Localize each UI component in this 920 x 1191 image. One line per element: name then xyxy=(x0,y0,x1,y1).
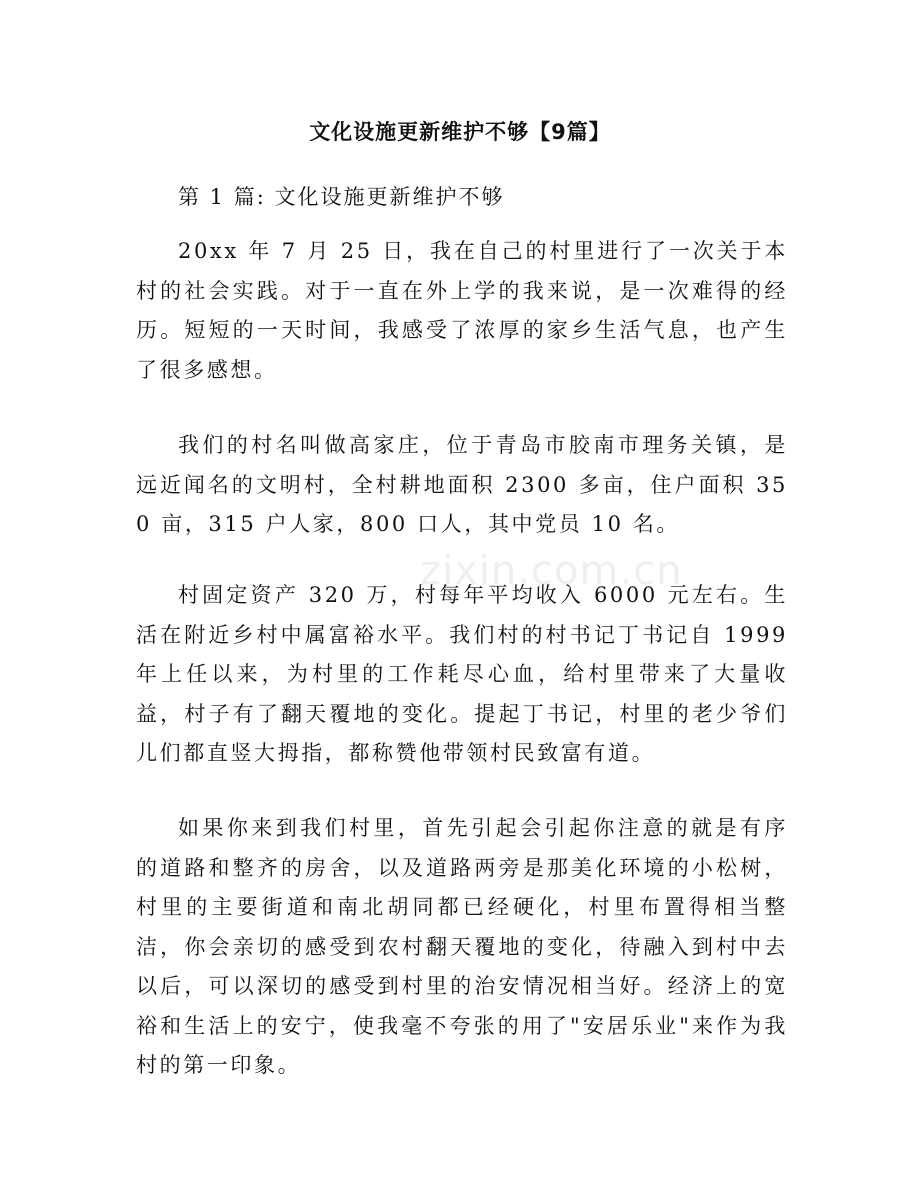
watermark: zixin.com.cn xyxy=(420,548,683,594)
paragraph-2: 我们的村名叫做高家庄，位于青岛市胶南市理务关镇，是远近闻名的文明村，全村耕地面积 2300 多亩，住户面积 350 亩，315 户人家，800 口人，其中党员 10 名。 xyxy=(136,433,788,536)
paragraph-4: 如果你来到我们村里，首先引起会引起你注意的就是有序的道路和整齐的房舍，以及道路两旁是那美化环境的小松树，村里的主要街道和南北胡同都已经硬化，村里布置得相当整洁，你会亲切的感受到农村翻天覆地的变化，待融入到村中去以后，可以深切的感受到村里的治安情况相当好。经济上的宽裕和生活上的安宁，使我毫不夸张的用了"安居乐业"来作为我村的第一印象。 xyxy=(136,816,788,1077)
paragraph-3: 村固定资产 320 万，村每年平均收入 6000 元左右。生活在附近乡村中属富裕水平。我们村的村书记丁书记自 1999 年上任以来，为村里的工作耗尽心血，给村里带来了大量收益，村子有了翻天覆地的变化。提起丁书记，村里的老少爷们儿们都直竖大拇指，都称赞他带领村民致富有道。 xyxy=(136,583,788,765)
section-heading: 第 1 篇: 文化设施更新维护不够 xyxy=(178,185,505,209)
paragraph-1: 20xx 年 7 月 25 日，我在自己的村里进行了一次关于本村的社会实践。对于一直在外上学的我来说，是一次难得的经历。短短的一天时间，我感受了浓厚的家乡生活气息，也产生了很多感想。 xyxy=(136,239,788,382)
document-title: 文化设施更新维护不够【9篇】 xyxy=(309,120,611,144)
